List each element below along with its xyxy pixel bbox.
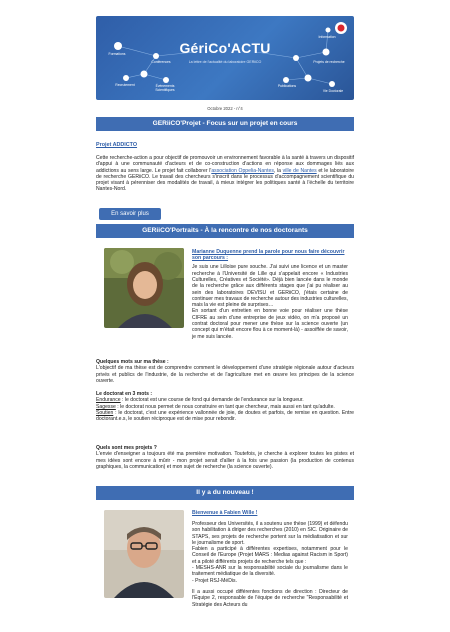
- doctorant-intro-text-2: En sortant d'un entretien en bonne voie pour réaliser une thèse CIFRE au sein d'une entreprise de jeux vidéo, on m'a proposé un contrat doctoral pour mener une thèse sur la science ouverte (un concept qui m'était encore flou à ce moment-là) - assoiffée de savoir, je me suis lancée.: [192, 308, 348, 340]
- projet-text-end: et le laboratoire de recherche GERiiCO. Le travail des chercheurs s'inscrit dans le processus d'accompagnement scientifique du projet visant à pérenniser des modalités de travail, à mieux intégrer les politiques santé à l'échelle du territoire Nantes-Nord.: [96, 167, 354, 193]
- projet-text-mid: , la: [273, 167, 283, 174]
- projet-section-header: GERiiCO'Projet - Focus sur un projet en cours: [96, 117, 354, 131]
- en-savoir-plus-button[interactable]: En savoir plus: [99, 208, 161, 220]
- projets-block: [96, 445, 354, 470]
- doctorat-mots-question: Le doctorat en 3 mots :: [96, 391, 153, 397]
- these-question: Quelques mots sur ma thèse :: [96, 359, 169, 365]
- newsletter-banner: [96, 16, 354, 100]
- node-label-formations: Formations: [108, 52, 126, 56]
- projet-description: [96, 155, 354, 193]
- projets-question: Quels sont mes projets ?: [96, 445, 157, 451]
- doctorant-intro-text: Je suis une Lilloise pure souche. J'ai suivi une licence et un master recherche à l'Université de Lille qui s'appelait encore « Industries Culturelles, Créatives et Société». Déjà bien lancée dans le monde de la recherche grâce aux différents stages que j'ai pu réaliser au sein des laboratoires DEVISU et GERiiCO, j'étais certaine de continuer mes travaux de recherche autour des industries culturelles, mais la vie est pleine de surprises…: [192, 264, 348, 309]
- node-label-projets: Projets de recherche: [313, 60, 345, 64]
- these-block: [96, 359, 354, 384]
- fabien-text-4: - Projet RSJ-MéDis.: [192, 577, 238, 584]
- ville-nantes-link[interactable]: ville de Nantes: [282, 167, 317, 174]
- fabien-wille-link[interactable]: Bienvenue à Fabien Wille !: [192, 510, 258, 516]
- node-label-doctorants: Vie Doctorale: [322, 89, 344, 93]
- node-label-publications: Publications: [277, 84, 297, 88]
- fabien-wille-photo: [104, 510, 184, 598]
- fabien-wille-block: [192, 510, 348, 608]
- fabien-text-2: Fabien a participé à différentes expertises, notamment pour le Conseil de l'Europe (Projet MARS : Medias against Racism in Sport) et a piloté différents projets de recherche tels que :: [192, 546, 348, 565]
- banner-title: GériCo'ACTU: [179, 40, 271, 56]
- mot-endurance: Endurance: [96, 397, 121, 404]
- mot-sagesse-def: : le doctorat nous permet de nous construire en tant que chercheur, mais aussi en tant qu'adulte.: [115, 403, 335, 410]
- network-graphic: [96, 16, 354, 100]
- projet-text-start: Cette recherche-action a pour objectif de promouvoir un environnement favorable à la santé à travers un dispositif d'appui à une communauté d'acteurs et de co-construction d'actions en réponse aux dommages liés aux addictions au sens large. Le projet fait collaborer l': [96, 155, 354, 174]
- fabien-text-1: Professeur des Universités, il a soutenu une thèse (1999) et défendu son habilitation à diriger des recherches (2010) en SIC. Originaire de STAPS, ses projets de recherche portent sur la médiatisation et sur le journalisme de sport.: [192, 521, 348, 546]
- doctorat-mots-block: [96, 391, 354, 422]
- node-label-conferences: Conférences: [151, 60, 171, 64]
- fabien-text-3: - MESHS-ANR sur la responsabilité sociale du journalisme dans le traitement médiatique de la diversité.: [192, 565, 348, 578]
- portraits-section-header: GERiiCO'Portraits - À la rencontre de nos doctorants: [96, 224, 354, 238]
- marianne-duquenne-link[interactable]: Marianne Duquenne prend la parole pour nous faire découvrir son parcours :: [192, 249, 345, 262]
- doctorant-portrait-photo: [104, 248, 184, 328]
- these-answer: L'objectif de ma thèse est de comprendre comment le développement d'une stratégie régionale autour d'acteurs privés et publics de l'industrie, de la recherche et de l'agriculture met en œuvre les principes de la science ouverte.: [96, 365, 354, 384]
- banner-subtitle: La lettre de l'actualité du laboratoire GERiiCO: [188, 60, 262, 64]
- issue-line: Octobre 2022 - n°4: [207, 106, 243, 111]
- mot-soutien-def: : le doctorat, c'est une expérience vallonnée de joie, de doutes et parfois, de remise en question. Entre doctorant.e.s, le soutien réciproque est de mise pour rebondir.: [96, 409, 354, 423]
- mot-endurance-def: : le doctorat est une course de fond qui demande de l'endurance sur la longueur.: [120, 397, 304, 404]
- node-label-recrutement: Recrutement: [115, 83, 135, 87]
- mot-sagesse: Sagesse: [96, 403, 116, 410]
- node-label-evenements: Événements Scientifiques: [155, 84, 175, 92]
- projets-answer: L'envie d'enseigner a toujours été ma première motivation. Toutefois, je cherche à explorer toutes les pistes et mes idées sont encore à mûrir - mon projet serait d'allier à la fois une passion (la production de contenus graphiques, la communication) et mon sujet de recherche (la science ouverte).: [96, 451, 354, 470]
- oppelia-link[interactable]: association Oppelia-Nantes: [211, 167, 274, 174]
- lab-logo-icon: [334, 21, 348, 35]
- fabien-text-5: Il a aussi occupé différentes fonctions de direction : Directeur de l'Équipe 2, responsable de l'équipe de recherche "Responsabilité et Stratégie des Acteurs du: [192, 588, 348, 608]
- project-addicto-link[interactable]: Projet ADDICTO: [96, 142, 138, 148]
- node-label-information: Information: [318, 35, 336, 39]
- nouveau-section-header: Il y a du nouveau !: [96, 486, 354, 500]
- mot-soutien: Soutien: [96, 409, 114, 416]
- doctorant-intro: [192, 249, 348, 340]
